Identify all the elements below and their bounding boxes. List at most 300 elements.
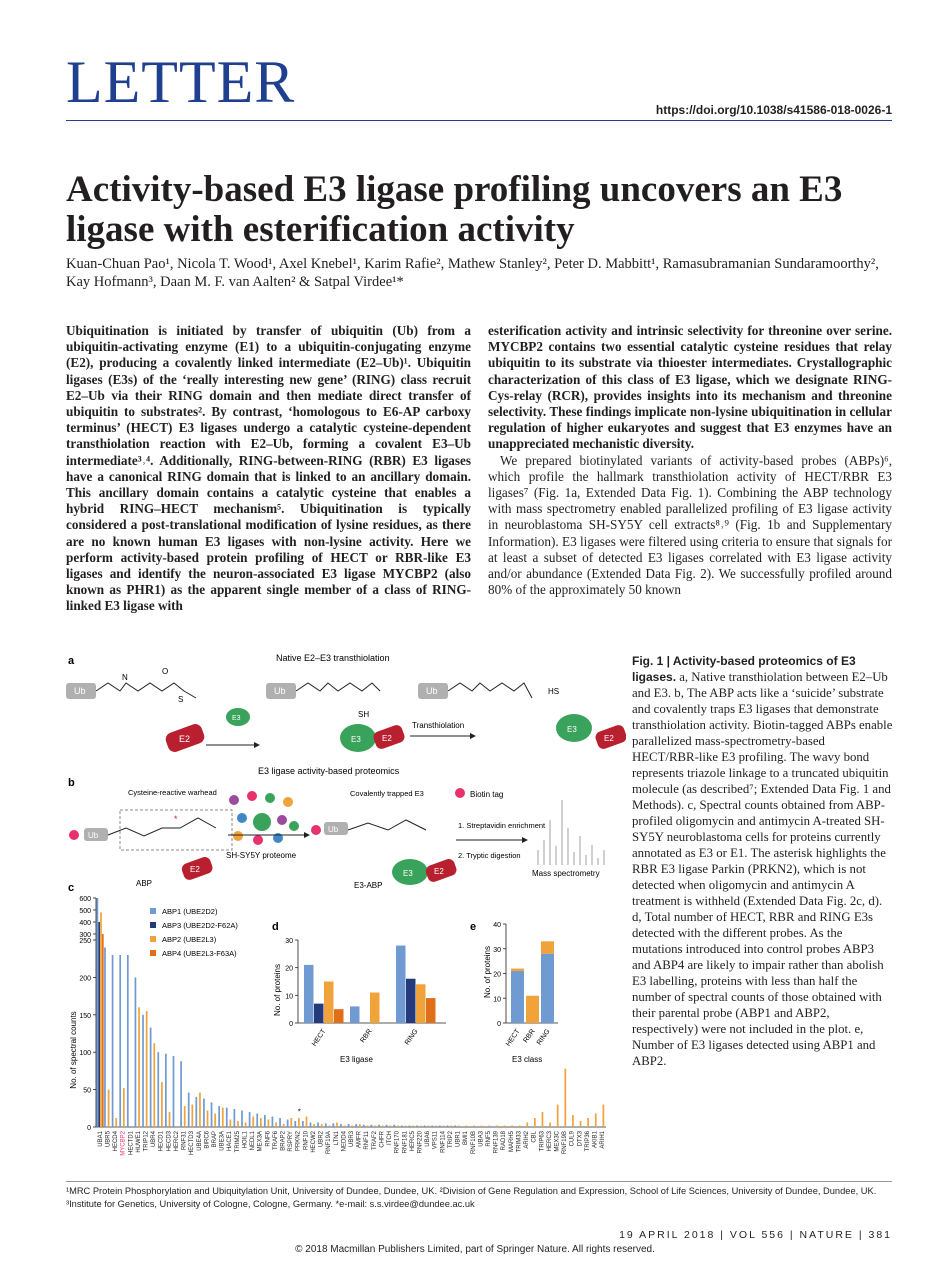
- c-xtick-label: UBA6: [425, 1131, 432, 1147]
- panel-a: [66, 653, 626, 754]
- biotin-dot-1: [69, 830, 79, 840]
- c-bar: [199, 1093, 201, 1127]
- c-xtick-label: HACE1: [227, 1131, 234, 1152]
- c-bar: [102, 934, 104, 1127]
- e-bar: [511, 971, 524, 1023]
- c-xtick-label: HERC5: [409, 1131, 416, 1152]
- e-ytick-label: 30: [493, 946, 501, 954]
- c-bar: [435, 1126, 437, 1127]
- abp-e2-label: E2: [190, 865, 200, 874]
- c-xtick-label: BRAP2: [280, 1131, 287, 1151]
- c-xtick-label: RNF220: [417, 1131, 424, 1154]
- c-bar: [340, 1124, 342, 1127]
- c-bar: [355, 1124, 357, 1127]
- c-bar: [363, 1125, 365, 1127]
- c-bar: [279, 1118, 281, 1127]
- asterisk-b: *: [174, 814, 178, 824]
- c-xtick-label: MEX3A: [257, 1131, 264, 1152]
- c-bar: [420, 1126, 422, 1127]
- c-bar: [272, 1117, 274, 1127]
- c-bar: [393, 1125, 395, 1127]
- e-bar: [541, 941, 554, 953]
- c-xtick-label: UBA1: [97, 1131, 104, 1147]
- e2-label-3: E2: [604, 734, 614, 743]
- c-bar: [184, 1106, 186, 1127]
- d-bar: [426, 998, 436, 1023]
- c-bar: [321, 1124, 323, 1127]
- c-bar: [241, 1111, 243, 1127]
- c-xtick-label: RNF170: [394, 1131, 401, 1154]
- copyright-notice: © 2018 Macmillan Publishers Limited, part of Springer Nature. All rights reserved.: [295, 1244, 655, 1255]
- c-bar: [226, 1108, 228, 1127]
- biotin-label: Biotin tag: [470, 790, 504, 799]
- ms-spectrum: [538, 800, 604, 865]
- c-xtick-label: LTN1: [333, 1131, 340, 1146]
- panel-c-label: c: [68, 882, 75, 894]
- c-bar: [245, 1123, 247, 1127]
- c-bar: [496, 1126, 498, 1127]
- body-paragraph: We prepared biotinylated variants of activity-based probes (ABPs)⁶, which profile the hallmark transthiolation activity of HECT/RBR E3 ligases⁷ (Fig. 1a, Extended Data Fig. 1). Combining the ABP technology with mass spectrometry enabled parallelized profiling of E3 ligase activity in neuroblastoma SH-SY5Y cell extracts⁸˒⁹ (Fig. 1b and Supplementary Information). E3 ligases were filtered using criteria to ensure that signals for at least a subset of detected E3 ligases correlated with E3 ligase activity and/or abundance (Extended Data Fig. 2). We successfully profiled around 80% of the approximately 50 known: [488, 452, 892, 598]
- e-xtick-label: RBR: [522, 1028, 537, 1045]
- c-bar: [447, 1126, 449, 1127]
- c-ytick-label: 250: [79, 938, 91, 945]
- hs-label: HS: [548, 687, 560, 696]
- e-ytick-label: 40: [493, 922, 501, 929]
- c-xtick-label: HECD3: [166, 1131, 173, 1152]
- c-bar: [180, 1061, 182, 1127]
- c-bar: [97, 898, 99, 1127]
- c-bar: [485, 1126, 487, 1127]
- c-bar: [138, 1007, 140, 1127]
- section-heading: LETTER: [66, 49, 296, 115]
- c-xtick-label: UBE3A: [219, 1131, 226, 1151]
- c-bar: [412, 1126, 414, 1127]
- d-bar: [396, 946, 406, 1023]
- proteome-cloud: [229, 791, 299, 845]
- c-legend-swatch: [150, 922, 156, 928]
- panel-d: [272, 921, 446, 1064]
- c-bar: [504, 1126, 506, 1127]
- e-bar: [541, 954, 554, 1023]
- c-bar: [580, 1121, 582, 1127]
- c-bar: [492, 1126, 494, 1127]
- c-bar: [454, 1126, 456, 1127]
- trapped-label: Covalently trapped E3: [350, 789, 424, 798]
- c-xtick-label: TRAF6: [272, 1131, 279, 1151]
- c-bar: [397, 1126, 399, 1127]
- c-bar: [207, 1111, 209, 1127]
- ub-label-2: Ub: [274, 686, 286, 696]
- c-bar: [161, 1082, 163, 1127]
- c-bar: [534, 1118, 536, 1127]
- c-xtick-label: RNF114: [440, 1131, 447, 1153]
- c-xtick-label: HERC2: [173, 1131, 180, 1152]
- c-bar: [401, 1126, 403, 1127]
- c-ytick-label: 0: [87, 1125, 91, 1132]
- c-bar: [153, 1043, 155, 1127]
- d-bar: [350, 1006, 360, 1023]
- c-bar: [302, 1121, 304, 1127]
- c-bar: [260, 1118, 262, 1127]
- article-title: Activity-based E3 ligase profiling uncovers an E3 ligase with esterification activity: [66, 169, 843, 250]
- c-bar: [256, 1114, 258, 1127]
- c-legend-label: ABP1 (UBE2D2): [162, 907, 218, 916]
- c-xtick-label: BIRC6: [204, 1131, 211, 1149]
- c-bar: [465, 1126, 467, 1127]
- c-bar: [115, 1118, 117, 1127]
- c-asterisk: *: [297, 1107, 301, 1117]
- c-bar: [98, 922, 100, 1127]
- c-xtick-label: NEDL1: [250, 1131, 257, 1151]
- c-bar: [458, 1126, 460, 1127]
- caption-text: a, Native transthiolation between E2–Ub and E3. b, The ABP acts like a ‘suicide’ substrate and covalently traps E3 ligases that demonstrate transthiolation activity. Biotin-tagged ABPs enable parallelized mass-spectrometry-based HECT/RBR-like E3 profiling. The wavy bond represents triazole linkage to a truncated ubiquitin molecule (as described⁷; Extended Data Fig. 1 and Methods). c, Spectral counts obtained from ABP-profiled oligomycin and antimycin A-treated SH-SY5Y neuroblastoma cells for proteins currently annotated as E3 or E1. The asterisk highlights the RBR E3 ligase Parkin (PRKN2), which is not detected when oligomycin and antimycin A treatment is withheld (Extended Data Fig. 2c, d). d, Total number of HECT, RBR and RING E3s detected with the different probes. As the mutations introduced into control probes ABP3 and ABP4 are likely to impair rather than abolish E3 labelling, proteins with less than half the number of spectral counts of those obtained with their parental probe (ABP1 and ABP2, respectively) were not included in the plot. e, Number of E3 ligases detected using ABP1 and ABP2.: [632, 670, 893, 1068]
- c-bar: [249, 1112, 251, 1127]
- e-chart: [493, 922, 558, 1048]
- d-ytick-label: 10: [285, 993, 293, 1001]
- biotin-dot-2: [311, 825, 321, 835]
- d-bar: [314, 1004, 324, 1023]
- c-bar: [416, 1126, 418, 1127]
- c-bar: [325, 1123, 327, 1127]
- c-bar: [348, 1124, 350, 1127]
- d-bar: [416, 984, 426, 1023]
- e-ylabel: No. of proteins: [483, 945, 492, 999]
- c-ytick-label: 300: [79, 932, 91, 939]
- c-bar: [526, 1123, 528, 1127]
- c-bar: [511, 1126, 513, 1127]
- d-xtick-label: HECT: [310, 1028, 328, 1048]
- d-ytick-label: 30: [285, 938, 293, 945]
- c-xtick-label: RNF11: [364, 1131, 371, 1150]
- c-bar: [389, 1126, 391, 1127]
- c-xtick-label: HERC3: [546, 1131, 553, 1152]
- c-bar: [549, 1123, 551, 1127]
- c-bar: [542, 1112, 544, 1127]
- c-bar: [237, 1121, 239, 1127]
- c-bar: [195, 1097, 197, 1127]
- c-ytick-label: 500: [79, 908, 91, 915]
- c-xtick-label: HOIL1: [242, 1131, 249, 1149]
- c-bar: [123, 1088, 125, 1127]
- c-xtick-label: PRKN2: [295, 1131, 302, 1152]
- c-bar: [508, 1126, 510, 1127]
- c-legend-swatch: [150, 936, 156, 942]
- c-xtick-label: HECD4: [113, 1131, 120, 1152]
- c-bar: [584, 1126, 586, 1127]
- c-ylabel: No. of spectral counts: [69, 1011, 78, 1089]
- e3abp-e2-label: E2: [434, 867, 444, 876]
- e-ytick-label: 20: [493, 971, 501, 979]
- c-bar: [310, 1123, 312, 1127]
- c-bar: [462, 1126, 464, 1127]
- c-bar: [538, 1126, 540, 1127]
- c-xtick-label: TRAF2: [371, 1131, 378, 1151]
- c-xtick-label: CHFR: [379, 1131, 386, 1148]
- d-bar: [334, 1009, 344, 1023]
- c-xtick-label: RNF10: [303, 1131, 310, 1151]
- c-xtick-label: TRIM25: [234, 1131, 241, 1153]
- c-ytick-label: 100: [79, 1050, 91, 1058]
- c-bar: [591, 1126, 593, 1127]
- c-bar: [367, 1126, 369, 1127]
- c-xtick-label: RNF181: [402, 1131, 409, 1154]
- c-legend-label: ABP3 (UBE2D2-F62A): [162, 921, 238, 930]
- c-xtick-label: VPS11: [432, 1131, 439, 1150]
- c-bar: [500, 1126, 502, 1127]
- c-xtick-label: UBR4: [151, 1131, 158, 1148]
- c-xtick-label: AKIB1: [592, 1131, 599, 1149]
- e-ytick-label: 10: [493, 996, 501, 1004]
- panel-b: [68, 766, 604, 890]
- c-bar: [287, 1120, 289, 1127]
- figure-1: [66, 650, 626, 1175]
- e-xtick-label: RING: [535, 1028, 552, 1047]
- c-bar: [191, 1105, 193, 1127]
- c-bar: [218, 1106, 220, 1127]
- c-bar: [443, 1126, 445, 1127]
- c-ytick-label: 50: [83, 1087, 91, 1095]
- warhead-label: Cysteine-reactive warhead: [128, 788, 217, 797]
- c-bar: [572, 1115, 574, 1127]
- panel-b-label: b: [68, 777, 75, 789]
- author-list: Kuan-Chuan Pao¹, Nicola T. Wood¹, Axel Knebel¹, Karim Rafie², Mathew Stanley², Peter D. Mabbitt¹, Ramasubramanian Sundaramoorthy², Kay Hofmann³, Daan M. F. van Aalten² & Satpal Virdee¹*: [66, 256, 879, 290]
- c-bar: [344, 1126, 346, 1127]
- c-bar: [150, 1028, 152, 1127]
- abp-label: ABP: [136, 879, 153, 888]
- c-bar: [264, 1115, 266, 1127]
- c-bar: [234, 1109, 236, 1127]
- c-bar: [450, 1126, 452, 1127]
- figure-caption: [632, 653, 894, 1069]
- ub-label-3: Ub: [426, 686, 438, 696]
- c-bar: [424, 1126, 426, 1127]
- c-xtick-label: ARIH1: [600, 1131, 607, 1149]
- c-xtick-label: UBR2: [318, 1131, 325, 1148]
- e-xlabel: E3 class: [512, 1055, 543, 1064]
- c-ytick-label: 150: [79, 1012, 91, 1020]
- c-bar: [359, 1124, 361, 1127]
- c-xtick-label: UBR5: [105, 1131, 112, 1148]
- e3abp-ub-label: Ub: [328, 825, 339, 834]
- issue-info: 19 APRIL 2018 | VOL 556 | NATURE | 381: [619, 1229, 892, 1241]
- c-xtick-label: BRAP: [211, 1131, 218, 1148]
- d-xtick-label: RING: [403, 1028, 420, 1047]
- c-bar: [561, 1126, 563, 1127]
- c-bar: [100, 912, 102, 1127]
- c-xtick-label: MYCBP2: [120, 1131, 127, 1156]
- c-bar: [386, 1125, 388, 1127]
- c-xtick-label: ITCH: [387, 1131, 394, 1145]
- c-bar: [477, 1126, 479, 1127]
- c-bar: [157, 1052, 159, 1127]
- c-bar: [405, 1126, 407, 1127]
- c-bar: [119, 955, 121, 1127]
- c-bar: [328, 1126, 330, 1127]
- c-bar: [165, 1054, 167, 1127]
- c-xtick-label: TRIP36: [584, 1131, 591, 1152]
- doi-link[interactable]: https://doi.org/10.1038/s41586-018-0026-1: [655, 103, 892, 117]
- c-xtick-label: RAD18: [501, 1131, 508, 1151]
- c-xtick-label: MEX3C: [554, 1131, 561, 1152]
- c-bar: [127, 955, 129, 1127]
- c-legend: [150, 907, 238, 958]
- e2-label-2: E2: [382, 734, 392, 743]
- c-xtick-label: HUWE1: [135, 1131, 142, 1153]
- d-xtick-label: RBR: [359, 1028, 374, 1045]
- c-bar: [546, 1126, 548, 1127]
- c-bar: [587, 1118, 589, 1127]
- c-xtick-label: UBE4A: [196, 1131, 203, 1151]
- c-bar: [294, 1121, 296, 1127]
- transthiolation-label: Transthiolation: [412, 721, 465, 730]
- panel-e-label: e: [470, 921, 477, 933]
- panel-a-label: a: [68, 655, 75, 667]
- c-bar: [135, 977, 137, 1127]
- c-xtick-label: BMI1: [463, 1131, 470, 1146]
- c-legend-swatch: [150, 950, 156, 956]
- c-bar: [431, 1126, 433, 1127]
- panel-b-title: E3 ligase activity-based proteomics: [258, 766, 400, 776]
- c-xtick-label: RNF19B: [562, 1131, 569, 1155]
- c-bar: [214, 1114, 216, 1127]
- step2-label: 2. Tryptic digestion: [458, 851, 521, 860]
- affiliation-footnotes: ¹MRC Protein Phosphorylation and Ubiquitylation Unit, University of Dundee, Dundee, UK. ²Division of Gene Regulation and Expression, School of Life Sciences, University of Dundee, Dundee, UK. ³Institute for Genetics, University of Cologne, Cologne, Germany. *e-mail: s.s.virdee@dundee.ac.uk: [66, 1186, 877, 1209]
- e3abp-label: E3-ABP: [354, 881, 383, 890]
- c-ytick-label: 400: [79, 920, 91, 927]
- c-xtick-label: RNF139: [493, 1131, 500, 1154]
- header-rule: [66, 120, 892, 121]
- e-ytick-label: 0: [497, 1021, 501, 1028]
- c-bar: [104, 947, 106, 1127]
- c-xtick-label: TRIP12: [143, 1131, 150, 1152]
- c-ytick-label: 600: [79, 896, 91, 903]
- c-bar: [290, 1118, 292, 1127]
- c-xtick-label: HECTD1: [128, 1131, 135, 1156]
- d-ylabel: No. of proteins: [273, 963, 282, 1017]
- c-bar: [169, 1112, 171, 1127]
- c-legend-label: ABP2 (UBE2L3): [162, 935, 217, 944]
- e3-label-1: E3: [232, 715, 241, 722]
- o-label: O: [162, 667, 169, 676]
- abp-ub-label: Ub: [88, 831, 99, 840]
- c-xtick-label: RNF10B: [470, 1131, 477, 1155]
- c-bar: [409, 1126, 411, 1127]
- c-bar: [268, 1120, 270, 1127]
- c-xtick-label: MARH5: [508, 1131, 515, 1153]
- c-xtick-label: RNF6: [265, 1131, 272, 1147]
- biotin-legend-dot: [455, 788, 465, 798]
- d-ytick-label: 0: [289, 1021, 293, 1028]
- c-bar: [275, 1123, 277, 1127]
- c-bar: [108, 1090, 110, 1127]
- e3abp-e3-label: E3: [403, 869, 413, 878]
- d-bar: [406, 979, 416, 1023]
- c-bar: [515, 1126, 517, 1127]
- c-bar: [481, 1126, 483, 1127]
- c-bar: [313, 1124, 315, 1127]
- e-bar: [526, 996, 539, 1023]
- c-xtick-label: RNF31: [181, 1131, 188, 1151]
- abstract-continuation: esterification activity and intrinsic selectivity for threonine over serine. MYCBP2 contains two essential catalytic cysteine residues that relay ubiquitin to its substrate via thioester intermediates. Crystallographic characterization of this class of E3 ligase, which we designate RING-Cys-relay (RCR), provides insights into its mechanism and threonine selectivity. These findings implicate non-lysine ubiquitination in cellular regulation of higher eukaryotes and suggest that E3 enzymes have an unappreciated mechanistic diversity.: [488, 323, 892, 452]
- c-bar: [519, 1126, 521, 1127]
- c-bar: [142, 1015, 144, 1127]
- c-xtick-label: HECW2: [310, 1131, 317, 1153]
- s-label: S: [178, 695, 184, 704]
- c-xtick-label: HECD1: [158, 1131, 165, 1152]
- c-bar: [469, 1126, 471, 1127]
- panel-e: [470, 921, 558, 1064]
- e2-label-1: E2: [179, 734, 191, 744]
- c-bar: [530, 1126, 532, 1127]
- c-bar: [317, 1123, 319, 1127]
- e-bar: [511, 969, 524, 971]
- c-bar: [378, 1125, 380, 1127]
- c-bar: [222, 1108, 224, 1127]
- ub-label-1: Ub: [74, 686, 86, 696]
- c-bar: [112, 955, 114, 1127]
- c-xtick-label: UBA3: [478, 1131, 485, 1147]
- c-bar: [298, 1118, 300, 1127]
- d-ytick-label: 20: [285, 965, 293, 973]
- c-xtick-label: TRIP2: [447, 1131, 454, 1149]
- c-bar: [371, 1125, 373, 1127]
- c-xtick-label: NEDD4: [341, 1131, 348, 1152]
- d-xlabel: E3 ligase: [340, 1055, 373, 1064]
- d-bar: [304, 965, 314, 1023]
- sh-label: SH: [358, 710, 370, 719]
- c-bar: [173, 1056, 175, 1127]
- e3-label-3: E3: [567, 725, 577, 734]
- d-bar: [324, 982, 334, 1024]
- n-label: N: [122, 673, 128, 682]
- e-xtick-label: HECT: [504, 1028, 522, 1048]
- c-bar: [473, 1126, 475, 1127]
- c-xtick-label: RSPRY: [288, 1131, 295, 1152]
- c-bar: [564, 1069, 566, 1127]
- panel-a-title: Native E2–E3 transthiolation: [276, 653, 390, 663]
- c-bar: [576, 1126, 578, 1127]
- c-bar: [595, 1114, 597, 1127]
- c-bar: [599, 1126, 601, 1127]
- d-bar: [370, 993, 380, 1023]
- c-bar: [523, 1126, 525, 1127]
- c-xtick-label: TRIP63: [539, 1131, 546, 1152]
- c-bar: [203, 1099, 205, 1127]
- e3-label-2: E3: [351, 735, 361, 744]
- c-xtick-label: UBR1: [455, 1131, 462, 1148]
- panel-d-label: d: [272, 921, 279, 933]
- c-xtick-label: RNF19A: [326, 1131, 333, 1155]
- c-bar: [351, 1126, 353, 1127]
- c-bar: [336, 1123, 338, 1127]
- c-bar: [188, 1093, 190, 1127]
- c-xtick-label: HECTD3: [189, 1131, 196, 1156]
- c-legend-label: ABP4 (UBE2L3-F63A): [162, 949, 237, 958]
- c-legend-swatch: [150, 908, 156, 914]
- c-bar: [568, 1126, 570, 1127]
- c-bar: [382, 1126, 384, 1127]
- c-xtick-label: DTX3: [577, 1131, 584, 1147]
- abstract-left: Ubiquitination is initiated by transfer of ubiquitin (Ub) from a ubiquitin-activating enzyme (E1) to a ubiquitin-conjugating enzyme (E2), producing a covalently linked intermediate (E2–Ub)¹. Ubiquitin ligases (E3s) of the ‘really interesting new gene’ (RING) class recruit E2–Ub via their RING domain and then mediate direct transfer of ubiquitin to substrates². By contrast, ‘homologous to E6-AP carboxy terminus’ (HECT) E3 ligases undergo a catalytic cysteine-dependent transthiolation reaction with E2–Ub, forming a covalent E3–Ub intermediate³˒⁴. Additionally, RING-between-RING (RBR) E3 ligases have a canonical RING domain that is linked to an ancillary domain. This ancillary domain contains a catalytic cysteine that enables a hybrid RING–HECT mechanism⁵. Ubiquitination is typically considered a post-translational modification of lysine residues, as there are no known human E3 ligases with non-lysine activity. Here we perform activity-based protein profiling of HECT or RBR-like E3 ligases and identify the neuron-associated E3 ligase MYCBP2 (also known as PHR1) as the apparent single member of a class of RING-linked E3 ligase with: [66, 323, 471, 614]
- c-bar: [306, 1117, 308, 1127]
- c-xtick-label: ARIH2: [524, 1131, 531, 1149]
- c-xtick-label: CUL9: [569, 1131, 576, 1147]
- c-ytick-label: 200: [79, 975, 91, 983]
- footnote-rule: [66, 1181, 892, 1182]
- caption-label: Fig. 1 | Activity-based proteomics of E3 ligases.: [632, 654, 856, 684]
- step1-label: 1. Streptavidin enrichment: [458, 821, 546, 830]
- d-chart: [285, 938, 446, 1048]
